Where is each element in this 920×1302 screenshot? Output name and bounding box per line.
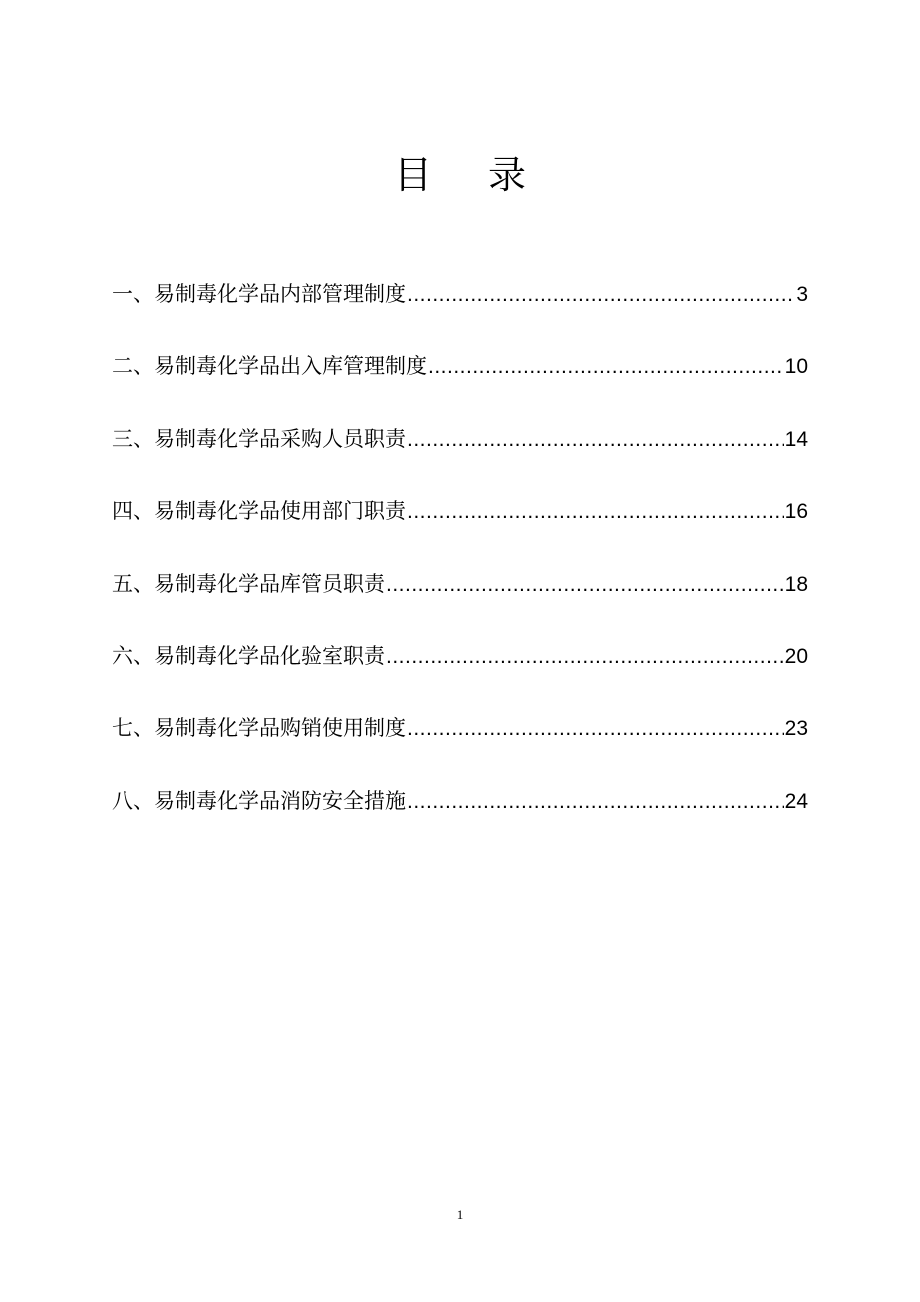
toc-dot-leader xyxy=(407,492,784,532)
toc-entry-page: 3 xyxy=(796,283,808,306)
toc-dot-leader xyxy=(407,275,795,315)
toc-entry[interactable] xyxy=(112,564,808,636)
toc-entry-page: 20 xyxy=(784,644,808,668)
toc-entry-page: 14 xyxy=(784,427,808,451)
toc-entry[interactable] xyxy=(112,781,808,853)
footer-page-number: 1 xyxy=(456,1207,464,1222)
toc-entry[interactable] xyxy=(112,708,808,780)
toc-dot-leader xyxy=(428,347,784,387)
toc-entry[interactable] xyxy=(112,274,808,346)
table-of-contents xyxy=(112,274,808,853)
toc-entry[interactable] xyxy=(112,636,808,708)
toc-entry[interactable] xyxy=(112,491,808,563)
toc-entry[interactable] xyxy=(112,419,808,491)
toc-entry-page: 16 xyxy=(784,500,808,524)
toc-entry-label: 三、易制毒化学品采购人员职责 xyxy=(112,426,406,451)
page-title: 目 录 xyxy=(393,153,549,198)
toc-entry-label: 八、易制毒化学品消防安全措施 xyxy=(112,788,406,813)
toc-dot-leader xyxy=(407,420,784,460)
toc-dot-leader xyxy=(386,637,784,677)
toc-entry-label: 七、易制毒化学品购销使用制度 xyxy=(112,716,406,741)
toc-dot-leader xyxy=(407,709,784,749)
toc-entry[interactable] xyxy=(112,346,808,418)
toc-dot-leader xyxy=(386,565,784,605)
toc-entry-page: 18 xyxy=(784,572,808,596)
toc-entry-page: 24 xyxy=(784,789,808,813)
toc-entry-page: 23 xyxy=(784,717,808,741)
toc-entry-page: 10 xyxy=(784,355,808,379)
toc-entry-label: 一、易制毒化学品内部管理制度 xyxy=(112,282,406,306)
toc-entry-label: 二、易制毒化学品出入库管理制度 xyxy=(112,354,427,379)
toc-entry-label: 六、易制毒化学品化验室职责 xyxy=(112,643,385,668)
toc-entry-label: 四、易制毒化学品使用部门职责 xyxy=(112,499,406,524)
toc-entry-label: 五、易制毒化学品库管员职责 xyxy=(112,571,385,596)
toc-dot-leader xyxy=(407,782,784,822)
